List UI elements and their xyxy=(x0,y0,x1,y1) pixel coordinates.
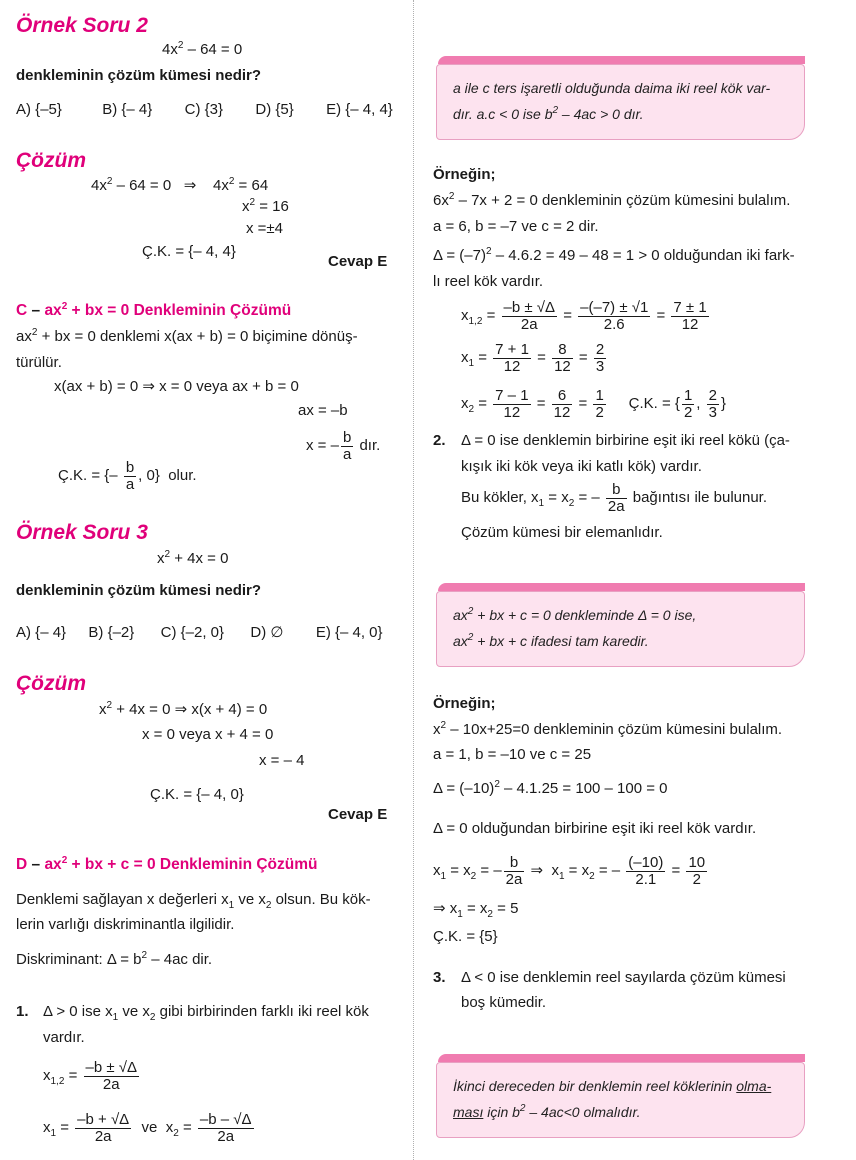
item-2-line-4: Çözüm kümesi bir elemanlıdır. xyxy=(461,524,663,541)
solution-3-line-3: x = – 4 xyxy=(259,752,305,769)
example-a-line-4: lı reel kök vardır. xyxy=(433,273,544,290)
note-1-tab xyxy=(438,56,805,64)
example-b-title: Örneğin; xyxy=(433,695,496,712)
example-3-equation: $x^2 + 4x = 0$ xyxy=(157,549,229,567)
solution-2-line-1: $4x^2 - 64 = 0$ ⇒ $4x^2 = 64$ xyxy=(91,176,269,194)
note-3-tab xyxy=(438,1054,805,1062)
example-a-line-1: $6x^2 - 7x + 2 = 0$ denkleminin çözüm kümesini bulalım. xyxy=(433,191,791,209)
formula-x1-x2: $x_1$ = $\frac{-b + √\Delta}{2a}$ ve $x_2$ = $\frac{-b - √\Delta}{2a}$ xyxy=(43,1110,252,1145)
section-d-para-2: lerin varlığı diskriminantla ilgilidir. xyxy=(16,916,235,933)
item-3-line-1: Δ < 0 ise denklemin reel sayılarda çözüm kümesi xyxy=(461,969,786,986)
section-c-title: C – $ax^2$ + bx = 0 Denkleminin Çözümü xyxy=(16,301,292,319)
note-2-line-1: $ax^2$ + bx + c = 0 denkleminde Δ = 0 ise, xyxy=(453,606,697,623)
example-3-title: Örnek Soru 3 xyxy=(16,521,148,544)
section-c-eq-3: x = – $\frac{b}{a}$ dır. xyxy=(306,428,381,463)
choice-a[interactable]: A) {– 4} xyxy=(16,624,67,641)
choice-e[interactable]: E) {– 4, 4} xyxy=(326,101,393,118)
note-3 xyxy=(436,1062,805,1138)
example-2-equation: $4x^2 - 64 = 0$ xyxy=(162,40,243,58)
note-2 xyxy=(436,591,805,667)
example-b-line-1: $x^2 - 10x+25=0$ denkleminin çözüm kümesini bulalım. xyxy=(433,720,783,738)
note-1-line-1: a ile c ters işaretli olduğunda daima iki reel kök var- xyxy=(453,80,771,96)
note-2-tab xyxy=(438,583,805,591)
solution-3-line-2: x = 0 veya x + 4 = 0 xyxy=(142,726,274,743)
example-a-title: Örneğin; xyxy=(433,166,496,183)
example-b-line-6: ⇒ $x_1 = x_2 = 5$ xyxy=(433,900,519,920)
example-2-choices xyxy=(16,101,393,119)
item-2-line-3: Bu kökler, $x_1 = x_2$ = – $\frac{b}{2a}$ bağıntısı ile bulunur. xyxy=(461,480,768,515)
item-2-number: 2. xyxy=(433,432,446,449)
answer-2: Cevap E xyxy=(328,253,388,270)
note-3-line-2: ması için $b^2 - 4ac<0$ olmalıdır. xyxy=(453,1103,641,1120)
solution-2-line-3: x =±4 xyxy=(246,220,284,237)
example-3-question: denkleminin çözüm kümesi nedir? xyxy=(16,582,262,599)
section-d-para-1: Denklemi sağlayan x değerleri $x_1$ ve $x_2$ olsun. Bu kök- xyxy=(16,891,371,911)
solution-2-title: Çözüm xyxy=(16,149,86,172)
choice-d[interactable]: D) ∅ xyxy=(250,624,284,641)
solution-3-line-1: $x^2 + 4x = 0$ ⇒ x(x + 4) = 0 xyxy=(99,700,268,718)
choice-c[interactable]: C) {3} xyxy=(184,101,224,118)
item-2-line-2: kışık iki kök veya iki katlı kök) vardır. xyxy=(461,458,702,475)
section-c-ck: Ç.K. = {– $\frac{b}{a}$ , 0} olur. xyxy=(58,458,197,493)
item-1-line-1: Δ > 0 ise $x_1$ ve $x_2$ gibi birbirinden farklı iki reel kök xyxy=(43,1003,369,1023)
example-b-line-5: $x_1 = x_2$ = – $\frac{b}{2a}$ ⇒ $x_1 = x_2$ = – $\frac{(-10)}{2.1}$ = $\frac{10}{2}$ xyxy=(433,853,706,888)
example-b-line-2: a = 1, b = –10 ve c = 25 xyxy=(433,746,592,763)
example-a-x1: $x_1$ = $\frac{7 + 1}{12}$ = $\frac{8}{12}$ = $\frac{2}{3}$ xyxy=(461,340,605,375)
note-1-line-2: dır. a.c < 0 ise $b^2 - 4ac > 0$ dır. xyxy=(453,105,644,122)
item-1-line-2: vardır. xyxy=(43,1029,85,1046)
section-c-line-1: $ax^2$ + bx = 0 denklemi x(ax + b) = 0 biçimine dönüş- xyxy=(16,327,358,345)
example-b-ck: Ç.K. = {5} xyxy=(433,928,498,945)
example-2-title: Örnek Soru 2 xyxy=(16,14,148,37)
choice-b[interactable]: B) {–2} xyxy=(88,624,135,641)
formula-x12: $x_{1,2}$ = $\frac{-b \pm √\Delta}{2a}$ xyxy=(43,1058,138,1093)
example-b-line-3: $\Delta = (-10)^2 - 4.1.25 = 100 - 100 = 0$ xyxy=(433,779,668,797)
example-a-line-3: $\Delta = (-7)^2 - 4.6.2 = 49 - 48 = 1 > 0$ olduğundan iki fark- xyxy=(433,246,795,264)
example-b-line-4: Δ = 0 olduğundan birbirine eşit iki reel kök vardır. xyxy=(433,820,757,837)
example-a-line-2: a = 6, b = –7 ve c = 2 dir. xyxy=(433,218,599,235)
example-2-question: denkleminin çözüm kümesi nedir? xyxy=(16,67,262,84)
solution-3-title: Çözüm xyxy=(16,672,86,695)
note-3-line-1: İkinci dereceden bir denklemin reel köklerinin olma- xyxy=(453,1078,772,1094)
solution-2-ck: Ç.K. = {– 4, 4} xyxy=(142,243,236,260)
example-3-choices xyxy=(16,624,383,642)
section-c-eq-2: ax = –b xyxy=(298,402,348,419)
choice-e[interactable]: E) {– 4, 0} xyxy=(315,624,383,641)
example-a-x2: $x_2$ = $\frac{7 - 1}{12}$ = $\frac{6}{12}$ = $\frac{1}{2}$ Ç.K. = { $\frac{1}{2}$ , $\frac{2}{3}$ } xyxy=(461,386,726,421)
choice-a[interactable]: A) {–5} xyxy=(16,101,62,118)
item-3-number: 3. xyxy=(433,969,446,986)
choice-d[interactable]: D) {5} xyxy=(255,101,294,118)
section-d-title: D – $ax^2$ + bx + c = 0 Denkleminin Çözümü xyxy=(16,855,318,873)
section-c-line-2: türülür. xyxy=(16,354,62,371)
choice-c[interactable]: C) {–2, 0} xyxy=(160,624,225,641)
example-a-x12: $x_{1,2}$ = $\frac{-b \pm √\Delta}{2a}$ = $\frac{-(-7) \pm √1}{2.6}$ = $\frac{7 \pm 1}{12}$ xyxy=(461,298,707,333)
solution-2-line-2: $x^2 = 16$ xyxy=(242,197,289,215)
answer-3: Cevap E xyxy=(328,806,388,823)
section-c-eq-1: x(ax + b) = 0 ⇒ x = 0 veya ax + b = 0 xyxy=(54,378,299,395)
item-3-line-2: boş kümedir. xyxy=(461,994,547,1011)
note-2-line-2: $ax^2$ + bx + c ifadesi tam karedir. xyxy=(453,632,649,649)
column-divider xyxy=(413,0,414,1160)
discriminant-definition: Diskriminant: $\Delta = b^2 - 4ac$ dir. xyxy=(16,950,213,968)
choice-b[interactable]: B) {– 4} xyxy=(102,101,153,118)
note-1 xyxy=(436,64,805,140)
solution-3-ck: Ç.K. = {– 4, 0} xyxy=(150,786,244,803)
item-1-number: 1. xyxy=(16,1003,29,1020)
item-2-line-1: Δ = 0 ise denklemin birbirine eşit iki reel kökü (ça- xyxy=(461,432,790,449)
